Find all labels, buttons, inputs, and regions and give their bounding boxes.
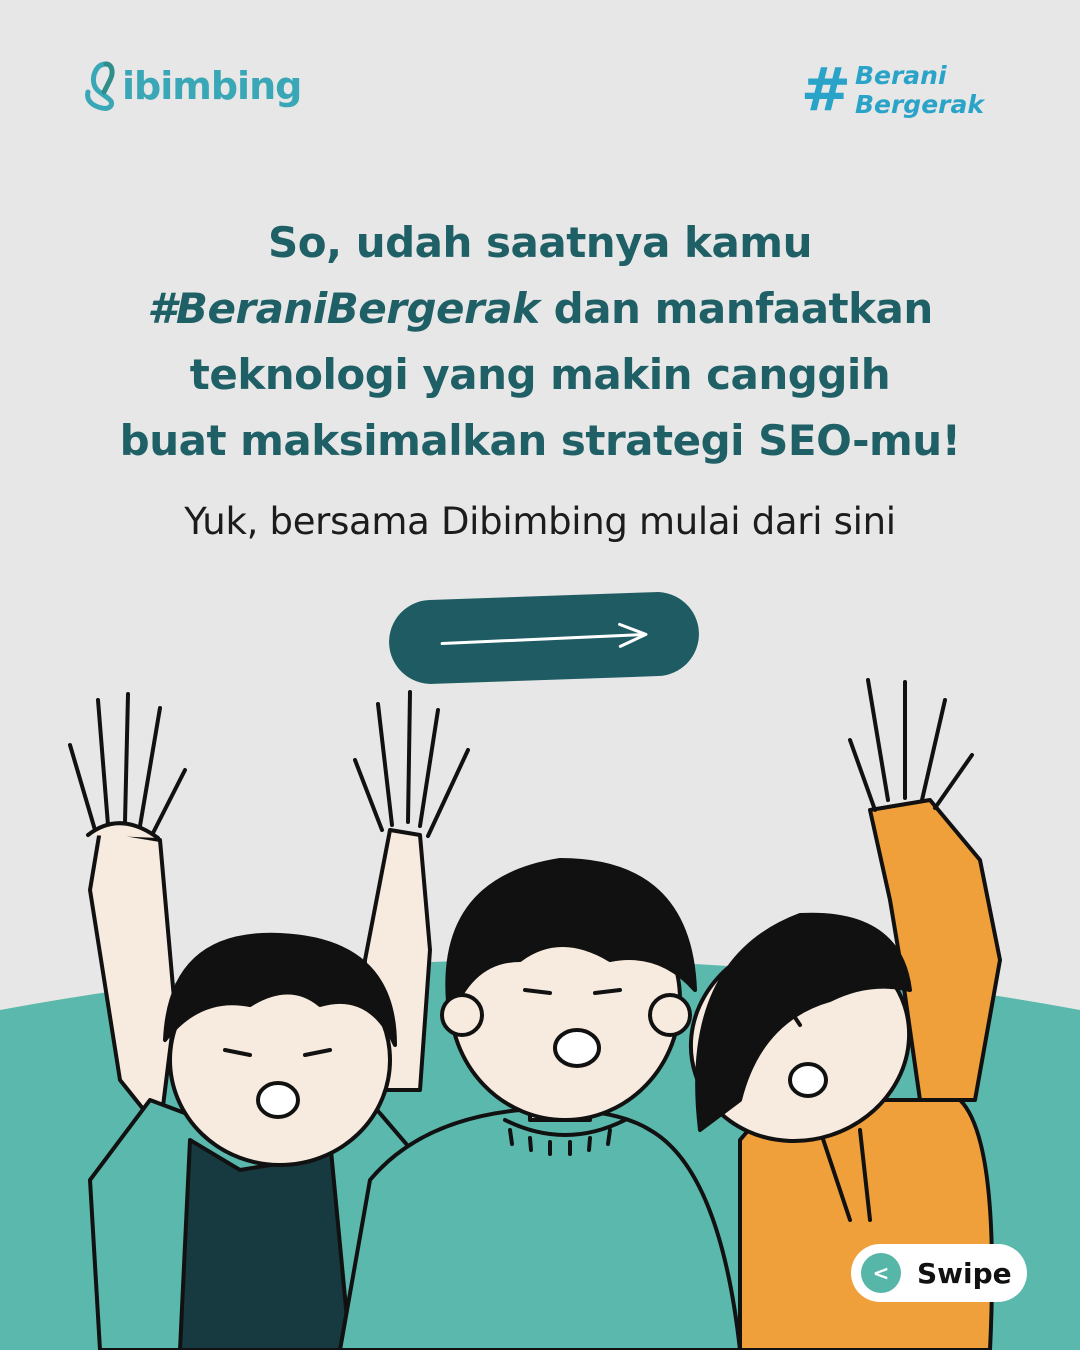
campaign-hash: # — [800, 55, 851, 125]
headline-line-1: So, udah saatnya kamu — [268, 218, 812, 267]
brand-logo[interactable] — [84, 60, 301, 112]
swipe-button[interactable] — [851, 1244, 1027, 1302]
campaign-words — [855, 61, 984, 119]
brand-mark-icon — [84, 60, 120, 112]
headline-line-3: teknologi yang makin canggih — [189, 350, 891, 399]
headline — [60, 210, 1020, 474]
headline-line-2-rest: dan manfaatkan — [539, 284, 933, 333]
headline-hashtag: #BeraniBergerak — [147, 284, 540, 333]
headline-line-2 — [60, 276, 1020, 342]
chevron-left-icon: < — [861, 1253, 901, 1293]
arrow-right-icon — [423, 614, 664, 662]
brand-name: ibimbing — [122, 64, 302, 108]
campaign-line-1: Berani — [854, 61, 947, 90]
headline-line-4: buat maksimalkan strategi SEO-mu! — [119, 416, 961, 465]
campaign-line-2: Bergerak — [854, 90, 984, 119]
swipe-label: Swipe — [917, 1256, 1012, 1290]
campaign-tag — [800, 55, 984, 125]
subtitle: Yuk, bersama Dibimbing mulai dari sini — [184, 500, 896, 543]
